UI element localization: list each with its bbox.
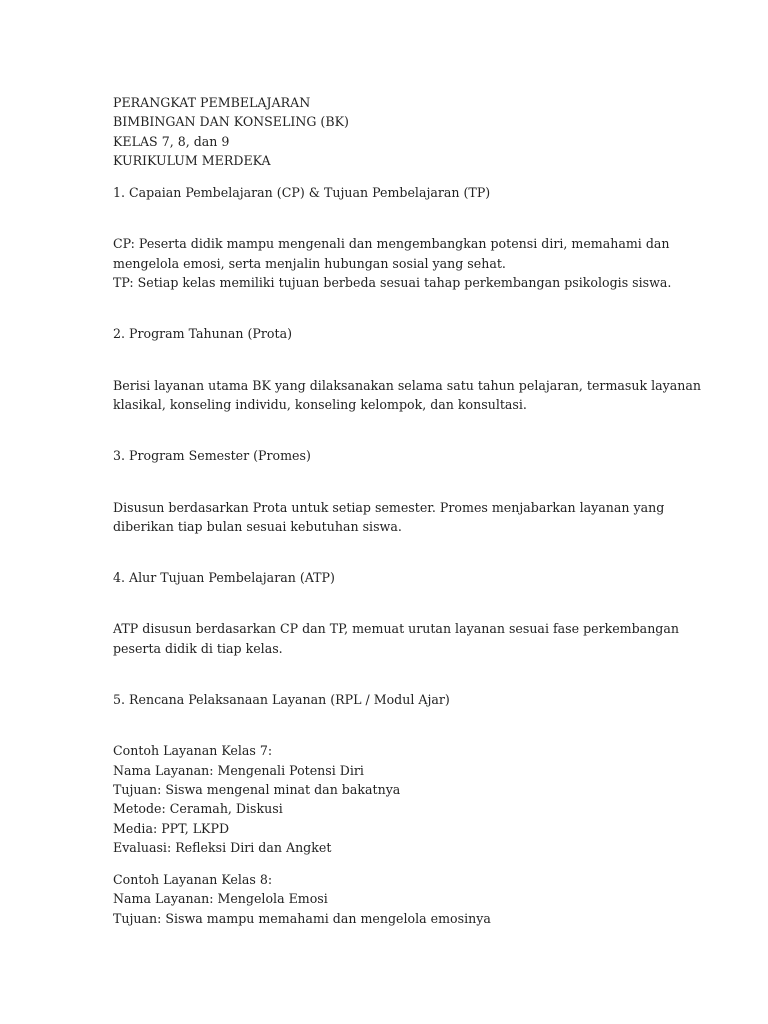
paragraph-line: peserta didik di tiap kelas. [113, 640, 283, 656]
paragraph-line: Disusun berdasarkan Prota untuk setiap semester. Promes menjabarkan layanan yang [113, 499, 665, 515]
section-promes [113, 446, 673, 536]
document-page [113, 93, 701, 928]
document-header [113, 93, 673, 170]
example-line: Nama Layanan: Mengelola Emosi [113, 891, 328, 907]
section-atp [113, 568, 679, 658]
section-heading: 2. Program Tahunan (Prota) [113, 326, 292, 342]
paragraph-line: mengelola emosi, serta menjalin hubungan sosial yang sehat. [113, 255, 506, 271]
paragraph-line: CP: Peserta didik mampu mengenali dan mengembangkan potensi diri, memahami dan [113, 236, 670, 252]
header-line: KELAS 7, 8, dan 9 [113, 133, 230, 149]
section-cp-tp [113, 183, 673, 292]
section-heading: 3. Program Semester (Promes) [113, 448, 311, 464]
example-line: Tujuan: Siswa mengenal minat dan bakatnya [113, 781, 401, 797]
header-line: KURIKULUM MERDEKA [113, 152, 271, 168]
example-class-7 [113, 741, 673, 857]
example-class-8 [113, 870, 673, 928]
example-line: Contoh Layanan Kelas 8: [113, 872, 273, 888]
paragraph-line: Berisi layanan utama BK yang dilaksanakan selama satu tahun pelajaran, termasuk layanan [113, 377, 701, 393]
paragraph-line: TP: Setiap kelas memiliki tujuan berbeda sesuai tahap perkembangan psikologis siswa. [113, 275, 672, 291]
example-line: Evaluasi: Refleksi Diri dan Angket [113, 839, 332, 855]
example-line: Metode: Ceramah, Diskusi [113, 801, 283, 817]
example-line: Tujuan: Siswa mampu memahami dan mengelola emosinya [113, 910, 491, 926]
header-line: PERANGKAT PEMBELAJARAN [113, 95, 311, 110]
section-heading: 5. Rencana Pelaksanaan Layanan (RPL / Modul Ajar) [113, 692, 450, 708]
example-line: Nama Layanan: Mengenali Potensi Diri [113, 762, 364, 778]
section-rpl [113, 690, 673, 928]
header-line: BIMBINGAN DAN KONSELING (BK) [113, 114, 349, 130]
paragraph-line: diberikan tiap bulan sesuai kebutuhan siswa. [113, 518, 402, 534]
paragraph-line: ATP disusun berdasarkan CP dan TP, memuat urutan layanan sesuai fase perkembangan [113, 621, 679, 637]
section-heading: 4. Alur Tujuan Pembelajaran (ATP) [113, 570, 335, 586]
section-prota [113, 324, 701, 414]
example-line: Contoh Layanan Kelas 7: [113, 743, 273, 759]
paragraph-line: klasikal, konseling individu, konseling kelompok, dan konsultasi. [113, 396, 527, 412]
example-line: Media: PPT, LKPD [113, 820, 230, 836]
section-heading: 1. Capaian Pembelajaran (CP) & Tujuan Pembelajaran (TP) [113, 185, 491, 201]
